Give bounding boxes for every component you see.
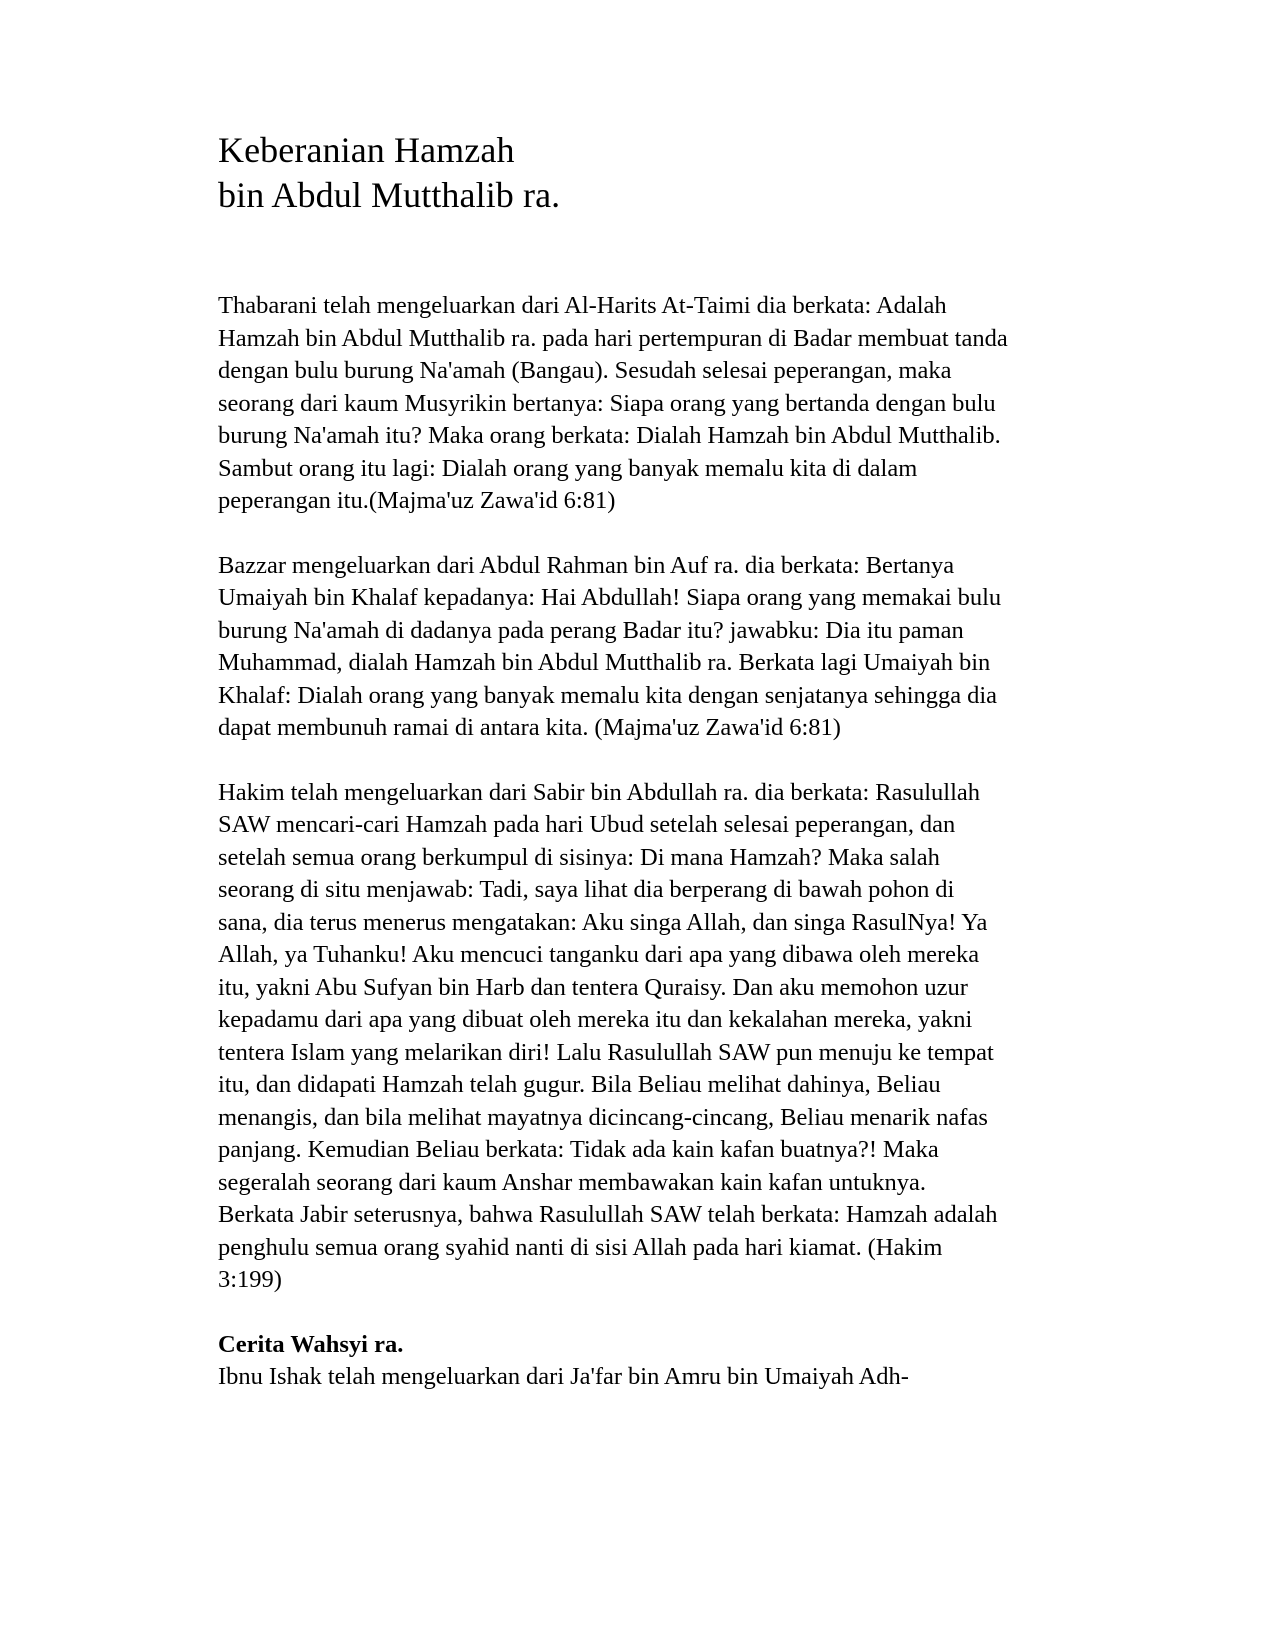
page-title-line-2: bin Abdul Mutthalib ra.: [218, 175, 561, 215]
document-content: [218, 128, 1008, 1394]
paragraph-bazzar: Bazzar mengeluarkan dari Abdul Rahman bin Auf ra. dia berkata: Bertanya Umaiyah bin Khalaf kepadanya: Hai Abdullah! Siapa orang yang memakai bulu burung Na'amah di dadanya pada perang Badar itu? jawabku: Dia itu paman Muhammad, dialah Hamzah bin Abdul Mutthalib ra. Berkata lagi Umaiyah bin Khalaf: Dialah orang yang banyak memalu kita dengan senjatanya sehingga dia dapat membunuh ramai di antara kita. (Majma'uz Zawa'id 6:81): [218, 551, 1002, 741]
page-title: [218, 128, 1008, 218]
section-heading-cerita-wahsyi: Cerita Wahsyi ra.: [218, 1330, 404, 1358]
paragraph-thabarani: Thabarani telah mengeluarkan dari Al-Harits At-Taimi dia berkata: Adalah Hamzah bin Abdul Mutthalib ra. pada hari pertempuran di Badar membuat tanda dengan bulu burung Na'amah (Bangau). Sesudah selesai peperangan, maka seorang dari kaum Musyrikin bertanya: Siapa orang yang bertanda dengan bulu burung Na'amah itu? Maka orang berkata: Dialah Hamzah bin Abdul Mutthalib. Sambut orang itu lagi: Dialah orang yang banyak memalu kita di dalam peperangan itu.(Majma'uz Zawa'id 6:81): [218, 292, 1008, 514]
document-body: [218, 290, 1008, 1394]
paragraph-hakim: Hakim telah mengeluarkan dari Sabir bin Abdullah ra. dia berkata: Rasulullah SAW mencari-cari Hamzah pada hari Ubud setelah selesai peperangan, dan setelah semua orang berkumpul di sisinya: Di mana Hamzah? Maka salah seorang di situ menjawab: Tadi, saya lihat dia berperang di bawah pohon di sana, dia terus menerus mengatakan: Aku singa Allah, dan singa RasulNya! Ya Allah, ya Tuhanku! Aku mencuci tanganku dari apa yang dibawa oleh mereka itu, yakni Abu Sufyan bin Harb dan tentera Quraisy. Dan aku memohon uzur kepadamu dari apa yang dibuat oleh mereka itu dan kekalahan mereka, yakni tentera Islam yang melarikan diri! Lalu Rasulullah SAW pun menuju ke tempat itu, dan didapati Hamzah telah gugur. Bila Beliau melihat dahinya, Beliau menangis, dan bila melihat mayatnya dicincang-cincang, Beliau menarik nafas panjang. Kemudian Beliau berkata: Tidak ada kain kafan buatnya?! Maka segeralah seorang dari kaum Anshar membawakan kain kafan untuknya. Berkata Jabir seterusnya, bahwa Rasulullah SAW telah berkata: Hamzah adalah penghulu semua orang syahid nanti di sisi Allah pada hari kiamat. (Hakim 3:199): [218, 778, 998, 1293]
page-title-line-1: Keberanian Hamzah: [218, 130, 515, 170]
paragraph-ibnu-ishak: Ibnu Ishak telah mengeluarkan dari Ja'far bin Amru bin Umaiyah Adh-: [218, 1363, 909, 1390]
